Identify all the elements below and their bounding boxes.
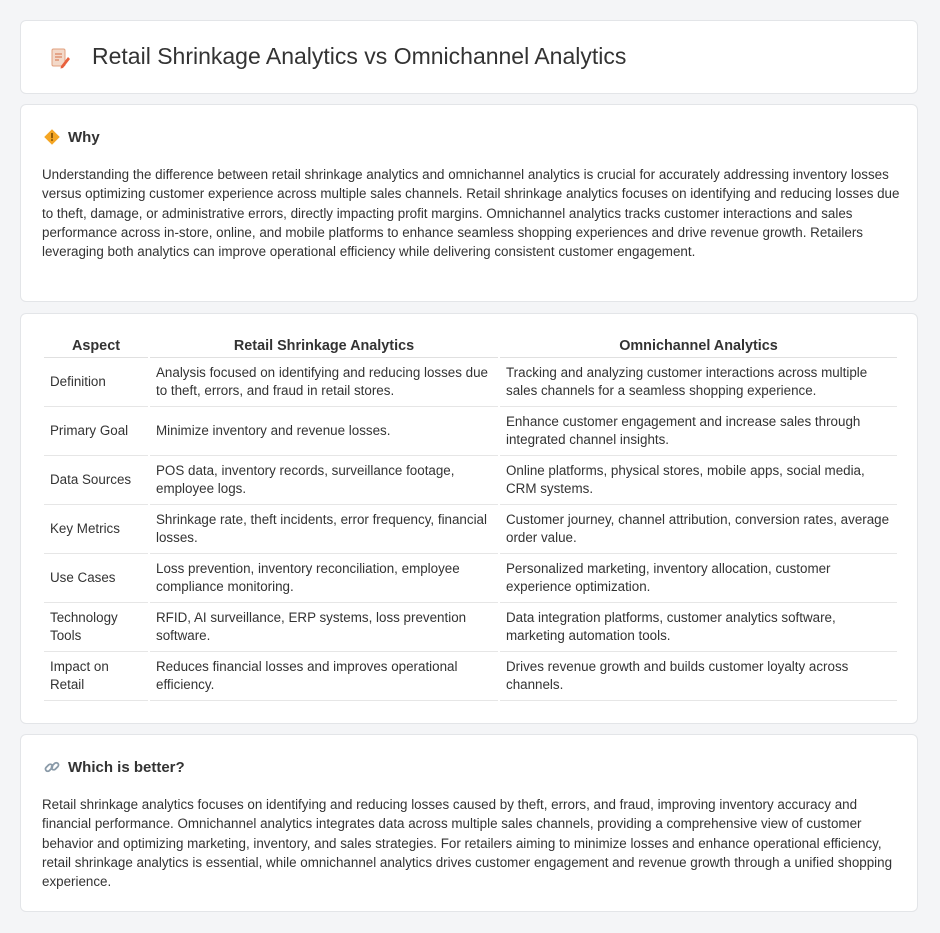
table-row bbox=[44, 407, 897, 456]
row-shrinkage-value: Loss prevention, inventory reconciliation, employee compliance monitoring. bbox=[150, 554, 498, 603]
table-header-row bbox=[44, 335, 897, 358]
better-heading: Which is better? bbox=[68, 758, 185, 776]
row-aspect: Data Sources bbox=[44, 456, 148, 505]
table-row bbox=[44, 505, 897, 554]
header-retail-shrinkage: Retail Shrinkage Analytics bbox=[150, 335, 498, 358]
better-heading-row bbox=[43, 757, 185, 777]
row-aspect: Definition bbox=[44, 358, 148, 407]
comparison-table bbox=[42, 335, 899, 701]
table-row bbox=[44, 456, 897, 505]
header-aspect: Aspect bbox=[44, 335, 148, 358]
title-card bbox=[20, 20, 918, 94]
row-omnichannel-value: Personalized marketing, inventory allocation, customer experience optimization. bbox=[500, 554, 897, 603]
comparison-section bbox=[20, 313, 918, 724]
why-heading-row bbox=[43, 127, 100, 147]
row-shrinkage-value: RFID, AI surveillance, ERP systems, loss prevention software. bbox=[150, 603, 498, 652]
header-omnichannel: Omnichannel Analytics bbox=[500, 335, 897, 358]
table-row bbox=[44, 554, 897, 603]
why-heading: Why bbox=[68, 128, 100, 146]
row-aspect: Primary Goal bbox=[44, 407, 148, 456]
row-omnichannel-value: Tracking and analyzing customer interactions across multiple sales channels for a seamless shopping experience. bbox=[500, 358, 897, 407]
row-aspect: Technology Tools bbox=[44, 603, 148, 652]
diamond-warning-icon bbox=[43, 128, 61, 146]
row-omnichannel-value: Customer journey, channel attribution, conversion rates, average order value. bbox=[500, 505, 897, 554]
table-row bbox=[44, 358, 897, 407]
why-text: Understanding the difference between retail shrinkage analytics and omnichannel analytics is crucial for accurately addressing inventory losses versus optimizing customer experience across multiple sales channels. Retail shrinkage analytics focuses on identifying and reducing losses due to theft, damage, or administrative errors, directly impacting profit margins. Omnichannel analytics tracks customer interactions and sales performance across in-store, online, and mobile platforms to enhance seamless shopping experiences and drive revenue growth. Retailers leveraging both analytics can improve operational efficiency while delivering consistent customer engagement. bbox=[42, 167, 900, 260]
link-icon bbox=[43, 758, 61, 776]
row-shrinkage-value: Shrinkage rate, theft incidents, error frequency, financial losses. bbox=[150, 505, 498, 554]
table-row bbox=[44, 652, 897, 701]
row-omnichannel-value: Online platforms, physical stores, mobile apps, social media, CRM systems. bbox=[500, 456, 897, 505]
better-text: Retail shrinkage analytics focuses on identifying and reducing losses caused by theft, errors, and fraud, improving inventory accuracy and financial performance. Omnichannel analytics integrates data across multiple sales channels, providing a comprehensive view of customer behavior and optimizing marketing, inventory, and sales strategies. For retailers aiming to minimize losses and enhance operational efficiency, retail shrinkage analytics is essential, while omnichannel analytics drives customer engagement and revenue growth through a unified shopping experience. bbox=[42, 797, 893, 890]
row-shrinkage-value: Reduces financial losses and improves operational efficiency. bbox=[150, 652, 498, 701]
why-section bbox=[20, 104, 918, 302]
row-aspect: Key Metrics bbox=[44, 505, 148, 554]
row-shrinkage-value: POS data, inventory records, surveillance footage, employee logs. bbox=[150, 456, 498, 505]
row-omnichannel-value: Data integration platforms, customer analytics software, marketing automation tools. bbox=[500, 603, 897, 652]
row-shrinkage-value: Analysis focused on identifying and reducing losses due to theft, errors, and fraud in retail stores. bbox=[150, 358, 498, 407]
page-title: Retail Shrinkage Analytics vs Omnichannel Analytics bbox=[92, 43, 627, 69]
row-aspect: Use Cases bbox=[44, 554, 148, 603]
row-omnichannel-value: Enhance customer engagement and increase sales through integrated channel insights. bbox=[500, 407, 897, 456]
row-omnichannel-value: Drives revenue growth and builds customer loyalty across channels. bbox=[500, 652, 897, 701]
document-pencil-icon bbox=[49, 47, 71, 69]
table-row bbox=[44, 603, 897, 652]
row-aspect: Impact on Retail bbox=[44, 652, 148, 701]
which-is-better-section bbox=[20, 734, 918, 912]
row-shrinkage-value: Minimize inventory and revenue losses. bbox=[150, 407, 498, 456]
